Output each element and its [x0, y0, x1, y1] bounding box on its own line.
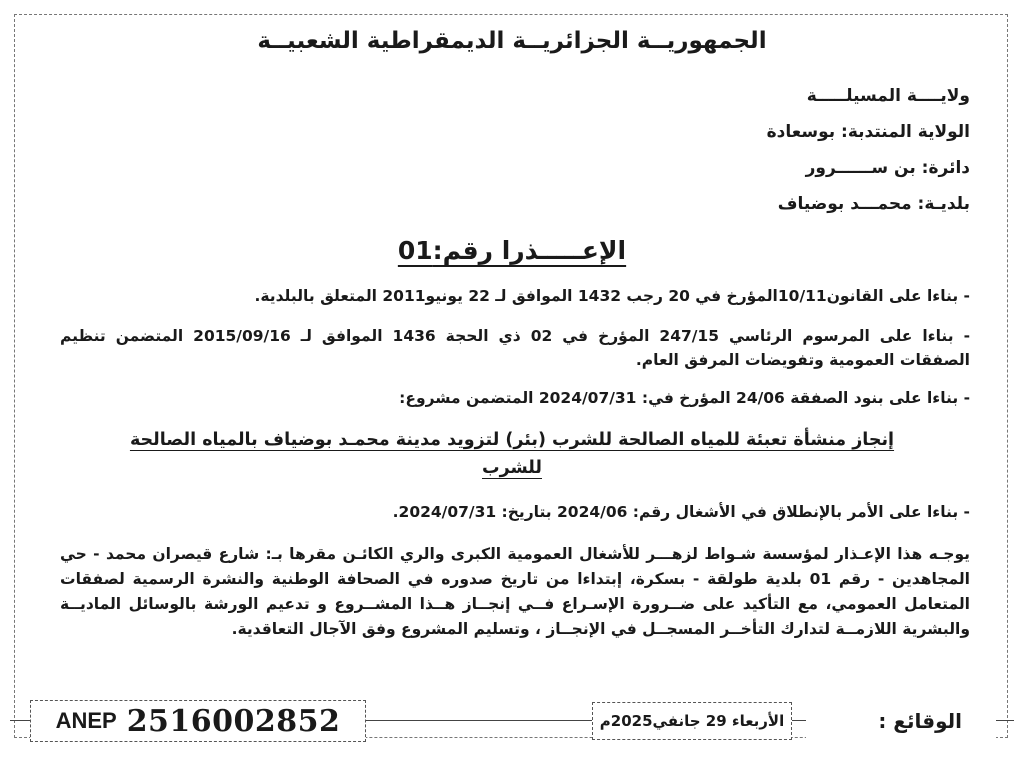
republic-title: الجمهوريــة الجزائريــة الديمقراطية الشعبيــة [257, 28, 767, 54]
project-title: إنجاز منشأة تعبئة للمياه الصالحة للشرب (بئر) لتزويد مدينة محمـد بوضياف بالمياه الصالحة للشرب [129, 430, 895, 478]
commune-line: بلديـة: محمـــد بوضياف [777, 194, 970, 214]
notice-body: يوجـه هذا الإعـذار لمؤسسة شـواط لزهـــر للأشغال العمومية الكبرى والري الكائـن مقرها بـ: شارع قيصران محمد - حي المجاهدين - رقم 01 بلدية طولقة - بسكرة، إبتداءا من تاريخ صدوره في الصحافة الوطنية والنشرة الرسمية لصفقات المتعامل العمومي، مع التأكيد على ضــرورة الإسـراع فــي إنجــاز هــذا المشــروع و تدعيم الورشة بالوسائل الماديــة والبشرية اللازمــة لتدارك التأخــر المسجــل في الإنجــاز ، وتسليم المشروع وفق الآجال التعاقدية. [60, 545, 970, 638]
daira-line: دائرة: بن ســــــرور [805, 158, 970, 178]
notice-document [20, 22, 1004, 702]
delegate-wilaya-line: الولاية المنتدبة: بوسعادة [766, 122, 970, 142]
source-label: الوقائع : [806, 704, 996, 738]
publication-date: الأربعاء 29 جانفي2025م [592, 702, 792, 740]
anep-number: 2516002852 [126, 703, 341, 739]
anep-stamp [30, 700, 366, 742]
decision-title: الإعـــــذرا رقم:01 [397, 236, 627, 265]
wilaya-line: ولايــــة المسيلـــــة [806, 86, 970, 106]
legal-basis-law: - بناءا على القانون10/11المؤرخ في 20 رجب 1432 الموافق لـ 22 يونيو2011 المتعلق بالبلدية. [254, 287, 970, 305]
anep-label: ANEP [55, 708, 117, 733]
legal-basis-contract: - بناءا على بنود الصفقة 24/06 المؤرخ في: 2024/07/31 المتضمن مشروع: [399, 389, 970, 407]
start-order-line: - بناءا على الأمر بالإنطلاق في الأشغال رقم: 2024/06 بتاريخ: 2024/07/31. [392, 503, 970, 521]
legal-basis-decree: - بناءا على المرسوم الرئاسي 247/15 المؤرخ في 02 ذي الحجة 1436 الموافق لـ 2015/09/16 المتضمن تنظيم الصفقات العمومية وتفويضات المرفق العام. [60, 327, 970, 369]
